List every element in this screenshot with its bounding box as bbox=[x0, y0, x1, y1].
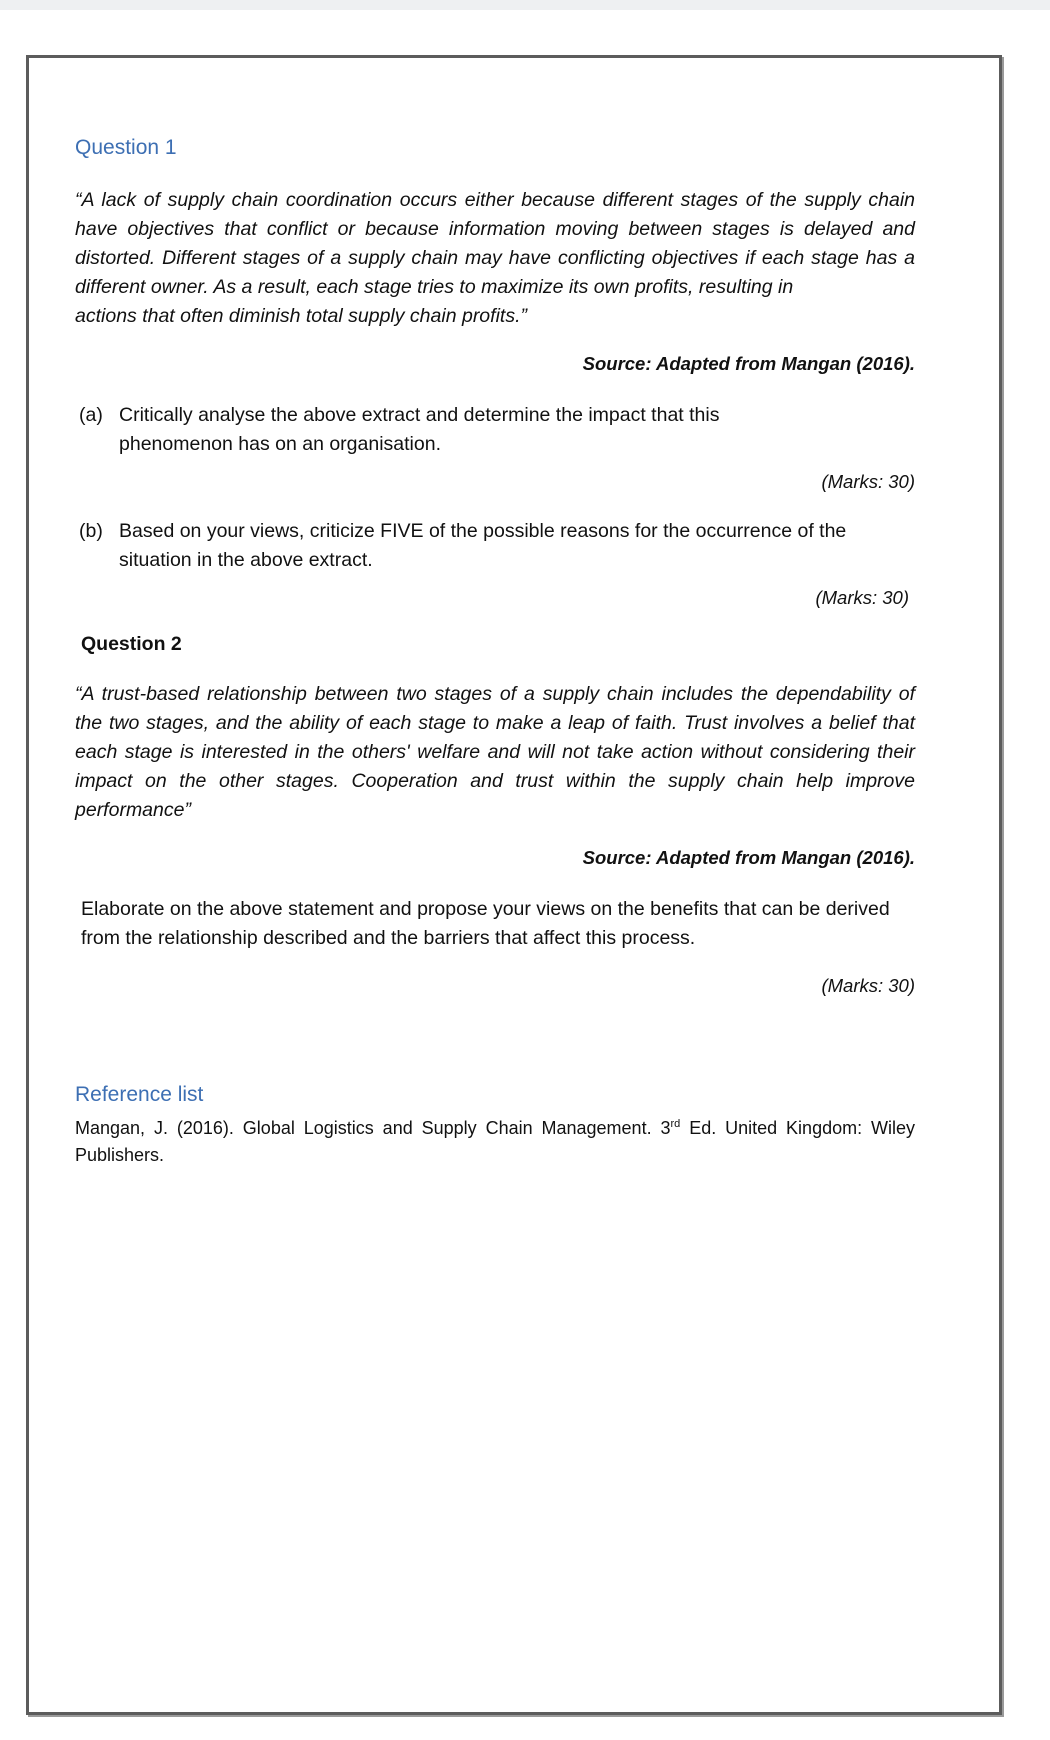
reference-list-heading: Reference list bbox=[75, 1083, 204, 1106]
question-1-source: Source: Adapted from Mangan (2016). bbox=[582, 353, 915, 374]
question-1-quote-line-1: “A lack of supply chain coordination occurs either because different stages of the supply chain have objectives that conflict or because information moving between stages is delayed and distorted. Different stages of a supply chain may have conflicting objectives if each stage has a different owner. As a result, each stage tries to maximize its own profits, resulting in bbox=[75, 189, 915, 298]
question-2-source: Source: Adapted from Mangan (2016). bbox=[582, 847, 915, 868]
reference-entry bbox=[75, 1115, 915, 1169]
question-1a-text: Critically analyse the above extract and determine the impact that this phenomenon has on an organisation. bbox=[119, 404, 720, 455]
question-2-marks: (Marks: 30) bbox=[821, 975, 915, 996]
viewer-top-strip bbox=[0, 0, 1050, 10]
document-page bbox=[26, 55, 1002, 1715]
question-1a-marks: (Marks: 30) bbox=[821, 471, 915, 492]
question-1b-marks: (Marks: 30) bbox=[815, 587, 909, 608]
question-1b-text: Based on your views, criticize FIVE of the possible reasons for the occurrence of the situation in the above extract. bbox=[119, 520, 847, 571]
question-1b-label: (b) bbox=[79, 520, 103, 542]
reference-entry-superscript: rd bbox=[670, 1118, 681, 1130]
question-2-task: Elaborate on the above statement and propose your views on the benefits that can be derived from the relationship described and the barriers that affect this process. bbox=[81, 898, 890, 949]
question-1a bbox=[75, 401, 915, 459]
question-1b bbox=[75, 517, 915, 575]
reference-entry-main: Mangan, J. (2016). Global Logistics and Supply Chain Management. 3 bbox=[75, 1118, 671, 1138]
reference-entry-tail: Ed. United Kingdom: Wiley Publishers. bbox=[75, 1118, 915, 1165]
question-1-quote-line-2: actions that often diminish total supply chain profits.” bbox=[75, 305, 527, 327]
question-1-heading: Question 1 bbox=[75, 136, 177, 159]
page-content bbox=[75, 136, 915, 1169]
question-1a-label: (a) bbox=[79, 404, 103, 426]
question-2-heading: Question 2 bbox=[81, 633, 182, 655]
question-2-quote: “A trust-based relationship between two stages of a supply chain includes the dependability of the two stages, and the ability of each stage to make a leap of faith. Trust involves a belief that each stage is interested in the others' welfare and will not take action without considering their impact on the other stages. Cooperation and trust within the supply chain help improve performance” bbox=[75, 683, 915, 821]
